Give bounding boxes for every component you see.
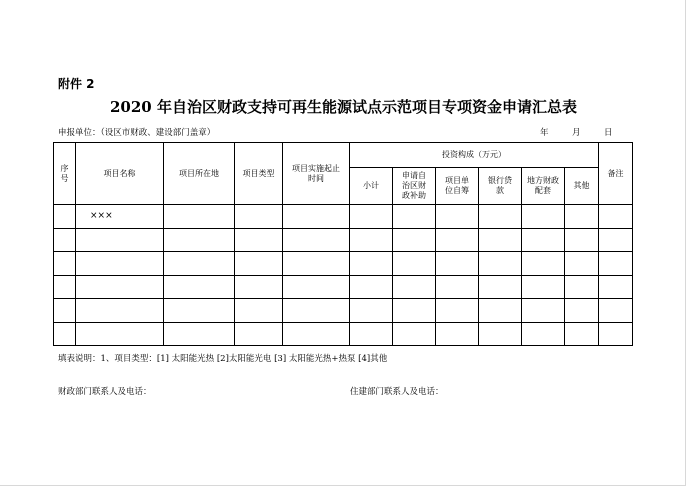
cell-self-raised[interactable] <box>436 322 479 346</box>
header-period: 项目实施起止时间 <box>283 143 350 205</box>
table-row <box>54 252 633 276</box>
cell-subtotal[interactable] <box>350 205 393 229</box>
cell-region-subsidy[interactable] <box>393 205 436 229</box>
cell-type[interactable] <box>235 275 283 299</box>
cell-local-match[interactable] <box>522 228 565 252</box>
cell-remark[interactable] <box>599 299 633 323</box>
cell-type[interactable] <box>235 322 283 346</box>
cell-subtotal[interactable] <box>350 228 393 252</box>
cell-subtotal[interactable] <box>350 275 393 299</box>
fill-instructions: 填表说明：1、项目类型：[1] 太阳能光热 [2]太阳能光电 [3] 太阳能光热+热泵 [4]其他 <box>58 354 388 364</box>
cell-project-name[interactable] <box>76 228 164 252</box>
cell-remark[interactable] <box>599 275 633 299</box>
attachment-label: 附件 2 <box>58 77 95 91</box>
cell-location[interactable] <box>164 322 235 346</box>
cell-period[interactable] <box>283 275 350 299</box>
cell-other[interactable] <box>565 322 599 346</box>
cell-other[interactable] <box>565 252 599 276</box>
cell-remark[interactable] <box>599 252 633 276</box>
report-date <box>540 126 636 138</box>
cell-local-match[interactable] <box>522 322 565 346</box>
finance-contact: 财政部门联系人及电话： <box>58 387 152 397</box>
cell-project-name[interactable] <box>76 275 164 299</box>
cell-location[interactable] <box>164 252 235 276</box>
cell-bank-loan[interactable] <box>479 252 522 276</box>
header-location: 项目所在地 <box>164 143 235 205</box>
cell-region-subsidy[interactable] <box>393 322 436 346</box>
header-local-match: 地方财政配套 <box>522 168 565 205</box>
cell-bank-loan[interactable] <box>479 228 522 252</box>
cell-seq[interactable] <box>54 322 76 346</box>
cell-remark[interactable] <box>599 205 633 229</box>
header-bank-loan: 银行贷款 <box>479 168 522 205</box>
construction-contact: 住建部门联系人及电话： <box>350 387 444 397</box>
cell-project-name[interactable] <box>76 299 164 323</box>
table-row <box>54 275 633 299</box>
cell-period[interactable] <box>283 299 350 323</box>
cell-location[interactable] <box>164 228 235 252</box>
cell-period[interactable] <box>283 205 350 229</box>
cell-local-match[interactable] <box>522 205 565 229</box>
cell-project-name[interactable] <box>76 252 164 276</box>
cell-other[interactable] <box>565 299 599 323</box>
date-year: 年 <box>540 128 549 138</box>
cell-type[interactable] <box>235 205 283 229</box>
summary-table <box>53 142 633 346</box>
table-row <box>54 299 633 323</box>
cell-subtotal[interactable] <box>350 299 393 323</box>
cell-project-name[interactable] <box>76 322 164 346</box>
header-remark: 备注 <box>599 143 633 205</box>
cell-bank-loan[interactable] <box>479 205 522 229</box>
cell-local-match[interactable] <box>522 299 565 323</box>
cell-self-raised[interactable] <box>436 228 479 252</box>
table-row <box>54 322 633 346</box>
cell-local-match[interactable] <box>522 252 565 276</box>
cell-self-raised[interactable] <box>436 275 479 299</box>
cell-type[interactable] <box>235 228 283 252</box>
cell-region-subsidy[interactable] <box>393 275 436 299</box>
cell-region-subsidy[interactable] <box>393 252 436 276</box>
cell-remark[interactable] <box>599 228 633 252</box>
cell-type[interactable] <box>235 299 283 323</box>
cell-period[interactable] <box>283 322 350 346</box>
cell-seq[interactable] <box>54 275 76 299</box>
header-region-subsidy: 申请自治区财政补助 <box>393 168 436 205</box>
cell-seq[interactable] <box>54 228 76 252</box>
cell-location[interactable] <box>164 205 235 229</box>
header-other: 其他 <box>565 168 599 205</box>
header-subtotal: 小计 <box>350 168 393 205</box>
cell-self-raised[interactable] <box>436 252 479 276</box>
table-row <box>54 228 633 252</box>
header-project-name: 项目名称 <box>76 143 164 205</box>
cell-self-raised[interactable] <box>436 205 479 229</box>
cell-other[interactable] <box>565 205 599 229</box>
cell-bank-loan[interactable] <box>479 275 522 299</box>
header-type: 项目类型 <box>235 143 283 205</box>
table-row <box>54 205 633 229</box>
cell-bank-loan[interactable] <box>479 299 522 323</box>
cell-seq[interactable] <box>54 252 76 276</box>
cell-region-subsidy[interactable] <box>393 299 436 323</box>
cell-other[interactable] <box>565 228 599 252</box>
cell-location[interactable] <box>164 275 235 299</box>
cell-self-raised[interactable] <box>436 299 479 323</box>
cell-period[interactable] <box>283 228 350 252</box>
cell-subtotal[interactable] <box>350 322 393 346</box>
cell-period[interactable] <box>283 252 350 276</box>
cell-location[interactable] <box>164 299 235 323</box>
header-seq: 序号 <box>54 143 76 205</box>
cell-other[interactable] <box>565 275 599 299</box>
cell-seq[interactable] <box>54 299 76 323</box>
cell-region-subsidy[interactable] <box>393 228 436 252</box>
cell-local-match[interactable] <box>522 275 565 299</box>
cell-remark[interactable] <box>599 322 633 346</box>
cell-bank-loan[interactable] <box>479 322 522 346</box>
form-title: 2020 年自治区财政支持可再生能源试点示范项目专项资金申请汇总表 <box>110 98 577 116</box>
header-self-raised: 项目单位自筹 <box>436 168 479 205</box>
reporting-unit: 申报单位：（设区市财政、建设部门盖章） <box>58 128 216 138</box>
cell-seq[interactable] <box>54 205 76 229</box>
header-investment: 投资构成（万元） <box>350 143 599 168</box>
cell-subtotal[interactable] <box>350 252 393 276</box>
date-month: 月 <box>572 128 581 138</box>
date-day: 日 <box>604 128 613 138</box>
cell-project-name[interactable]: ××× <box>76 205 164 229</box>
cell-type[interactable] <box>235 252 283 276</box>
